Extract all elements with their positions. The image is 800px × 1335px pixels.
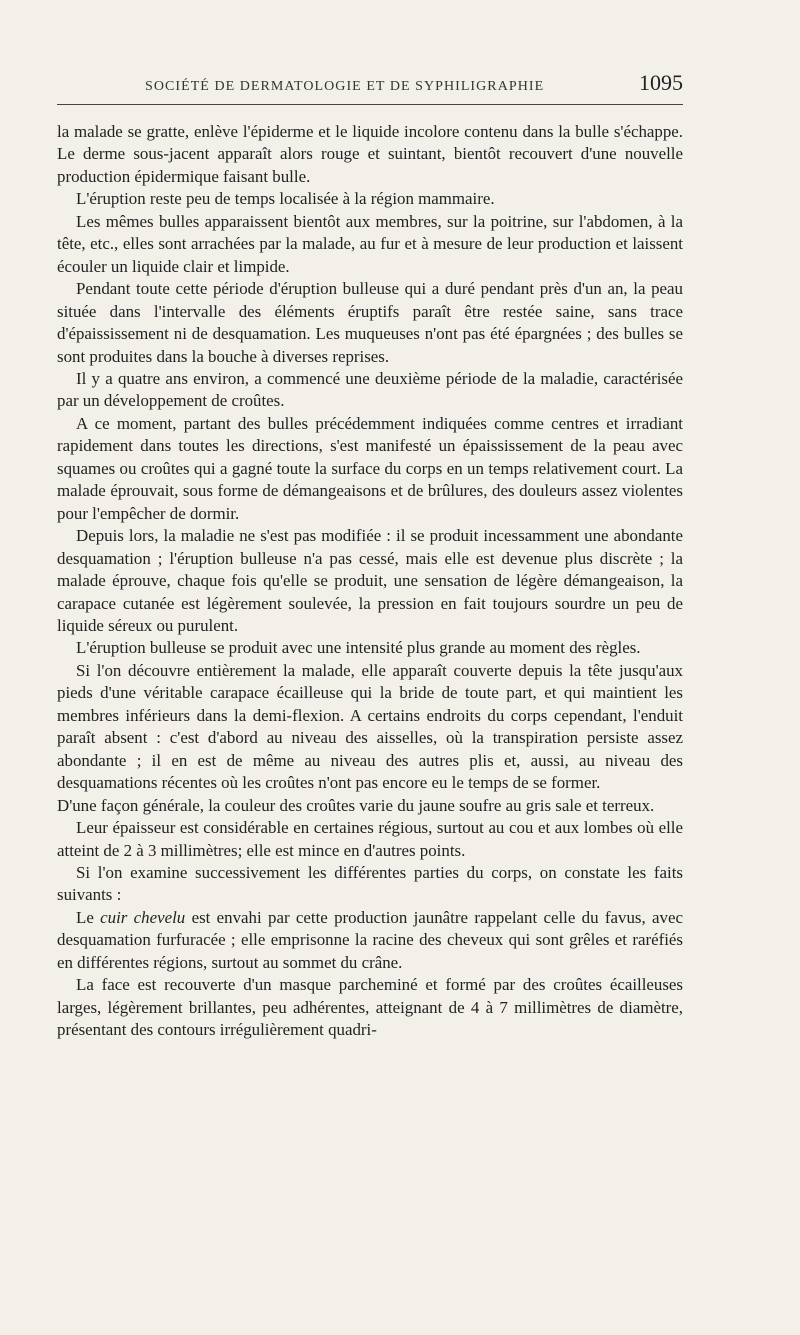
paragraph: Les mêmes bulles apparaissent bientôt aux membres, sur la poitrine, sur l'abdomen, à la tête, etc., elles sont arrachées par la malade, au fur et à mesure de leur production et laissent écouler un liquide clair et limpide. (57, 211, 683, 276)
paragraph: La face est recouverte d'un masque parcheminé et formé par des croûtes écailleuses larges, légèrement brillantes, peu adhérentes, atteignant de 4 à 7 millimètres de diamètre, présentant des contours irrégulièrement quadri- (57, 975, 683, 1040)
paragraph: la malade se gratte, enlève l'épiderme et le liquide incolore contenu dans la bulle s'échappe. Le derme sous-jacent apparaît alors rouge et suintant, bientôt recouvert d'une nouvelle production épidermique faisant bulle. (57, 122, 683, 186)
paragraph: L'éruption reste peu de temps localisée à la région mammaire. (76, 189, 495, 209)
page-header (57, 70, 683, 96)
running-head: SOCIÉTÉ DE DERMATOLOGIE ET DE SYPHILIGRAPHIE (145, 79, 545, 94)
paragraph: Si l'on découvre entièrement la malade, elle apparaît couverte depuis la tête jusqu'aux pieds d'une véritable carapace écailleuse qui la bride de toute part, et qui maintient les membres inférieurs dans la demi-flexion. A certains endroits du corps cependant, l'enduit paraît absent : c'est d'abord au niveau des aisselles, où la transpiration persiste assez abondante ; il en est de même au niveau des autres plis et, aussi, au niveau des desquamations récentes où les croûtes n'ont pas encore eu le temps de se former. (57, 660, 683, 793)
italic-term: cuir chevelu (100, 907, 186, 927)
paragraph: D'une façon générale, la couleur des croûtes varie du jaune soufre au gris sale et terreux. (57, 795, 655, 815)
paragraph: Si l'on examine successivement les différentes parties du corps, on constate les faits suivants : (57, 862, 683, 905)
page-number: 1095 (639, 70, 683, 95)
header-rule (57, 104, 683, 105)
paragraph-rest: est envahi par cette production jaunâtre rappelant celle du favus, avec desquamation furfuracée ; elle emprisonne la racine des cheveux qui sont grêles et raréfiés en différentes régions, surtout au sommet du crâne. (57, 907, 683, 972)
body-text (57, 121, 683, 1042)
paragraph: Leur épaisseur est considérable en certaines régious, surtout au cou et aux lombes où elle atteint de 2 à 3 millimètres; elle est mince en d'autres points. (57, 818, 683, 860)
paragraph-lead: Le (76, 907, 101, 927)
paragraph (57, 907, 683, 974)
paragraph: L'éruption bulleuse se produit avec une intensité plus grande au moment des règles. (76, 638, 641, 658)
paragraph: Depuis lors, la maladie ne s'est pas modifiée : il se produit incessamment une abondante desquamation ; l'éruption bulleuse n'a pas cessé, mais elle est devenue plus discrète ; la malade éprouve, chaque fois qu'elle se produit, une sensation de légère démangeaison, la carapace cutanée est légèrement soulevée, la pression en fait toujours sourdre un peu de liquide séreux ou purulent. (57, 526, 683, 635)
paragraph: Il y a quatre ans environ, a commencé une deuxième période de la maladie, caractérisée par un développement de croûtes. (57, 368, 683, 411)
paragraph: Pendant toute cette période d'éruption bulleuse qui a duré pendant près d'un an, la peau située dans l'intervalle des éléments éruptifs paraît être restée saine, sans trace d'épaississement ni de desquamation. Les muqueuses n'ont pas été épargnées ; des bulles se sont produites dans la bouche à diverses reprises. (57, 279, 683, 366)
paragraph: A ce moment, partant des bulles précédemment indiquées comme centres et irradiant rapidement dans toutes les directions, s'est manifesté un épaississement de la peau avec squames ou croûtes qui a gagné toute la surface du corps en un temps relativement court. La malade éprouvait, sous forme de démangeaisons et de brûlures, des douleurs assez violentes pour l'empêcher de dormir. (57, 413, 683, 523)
